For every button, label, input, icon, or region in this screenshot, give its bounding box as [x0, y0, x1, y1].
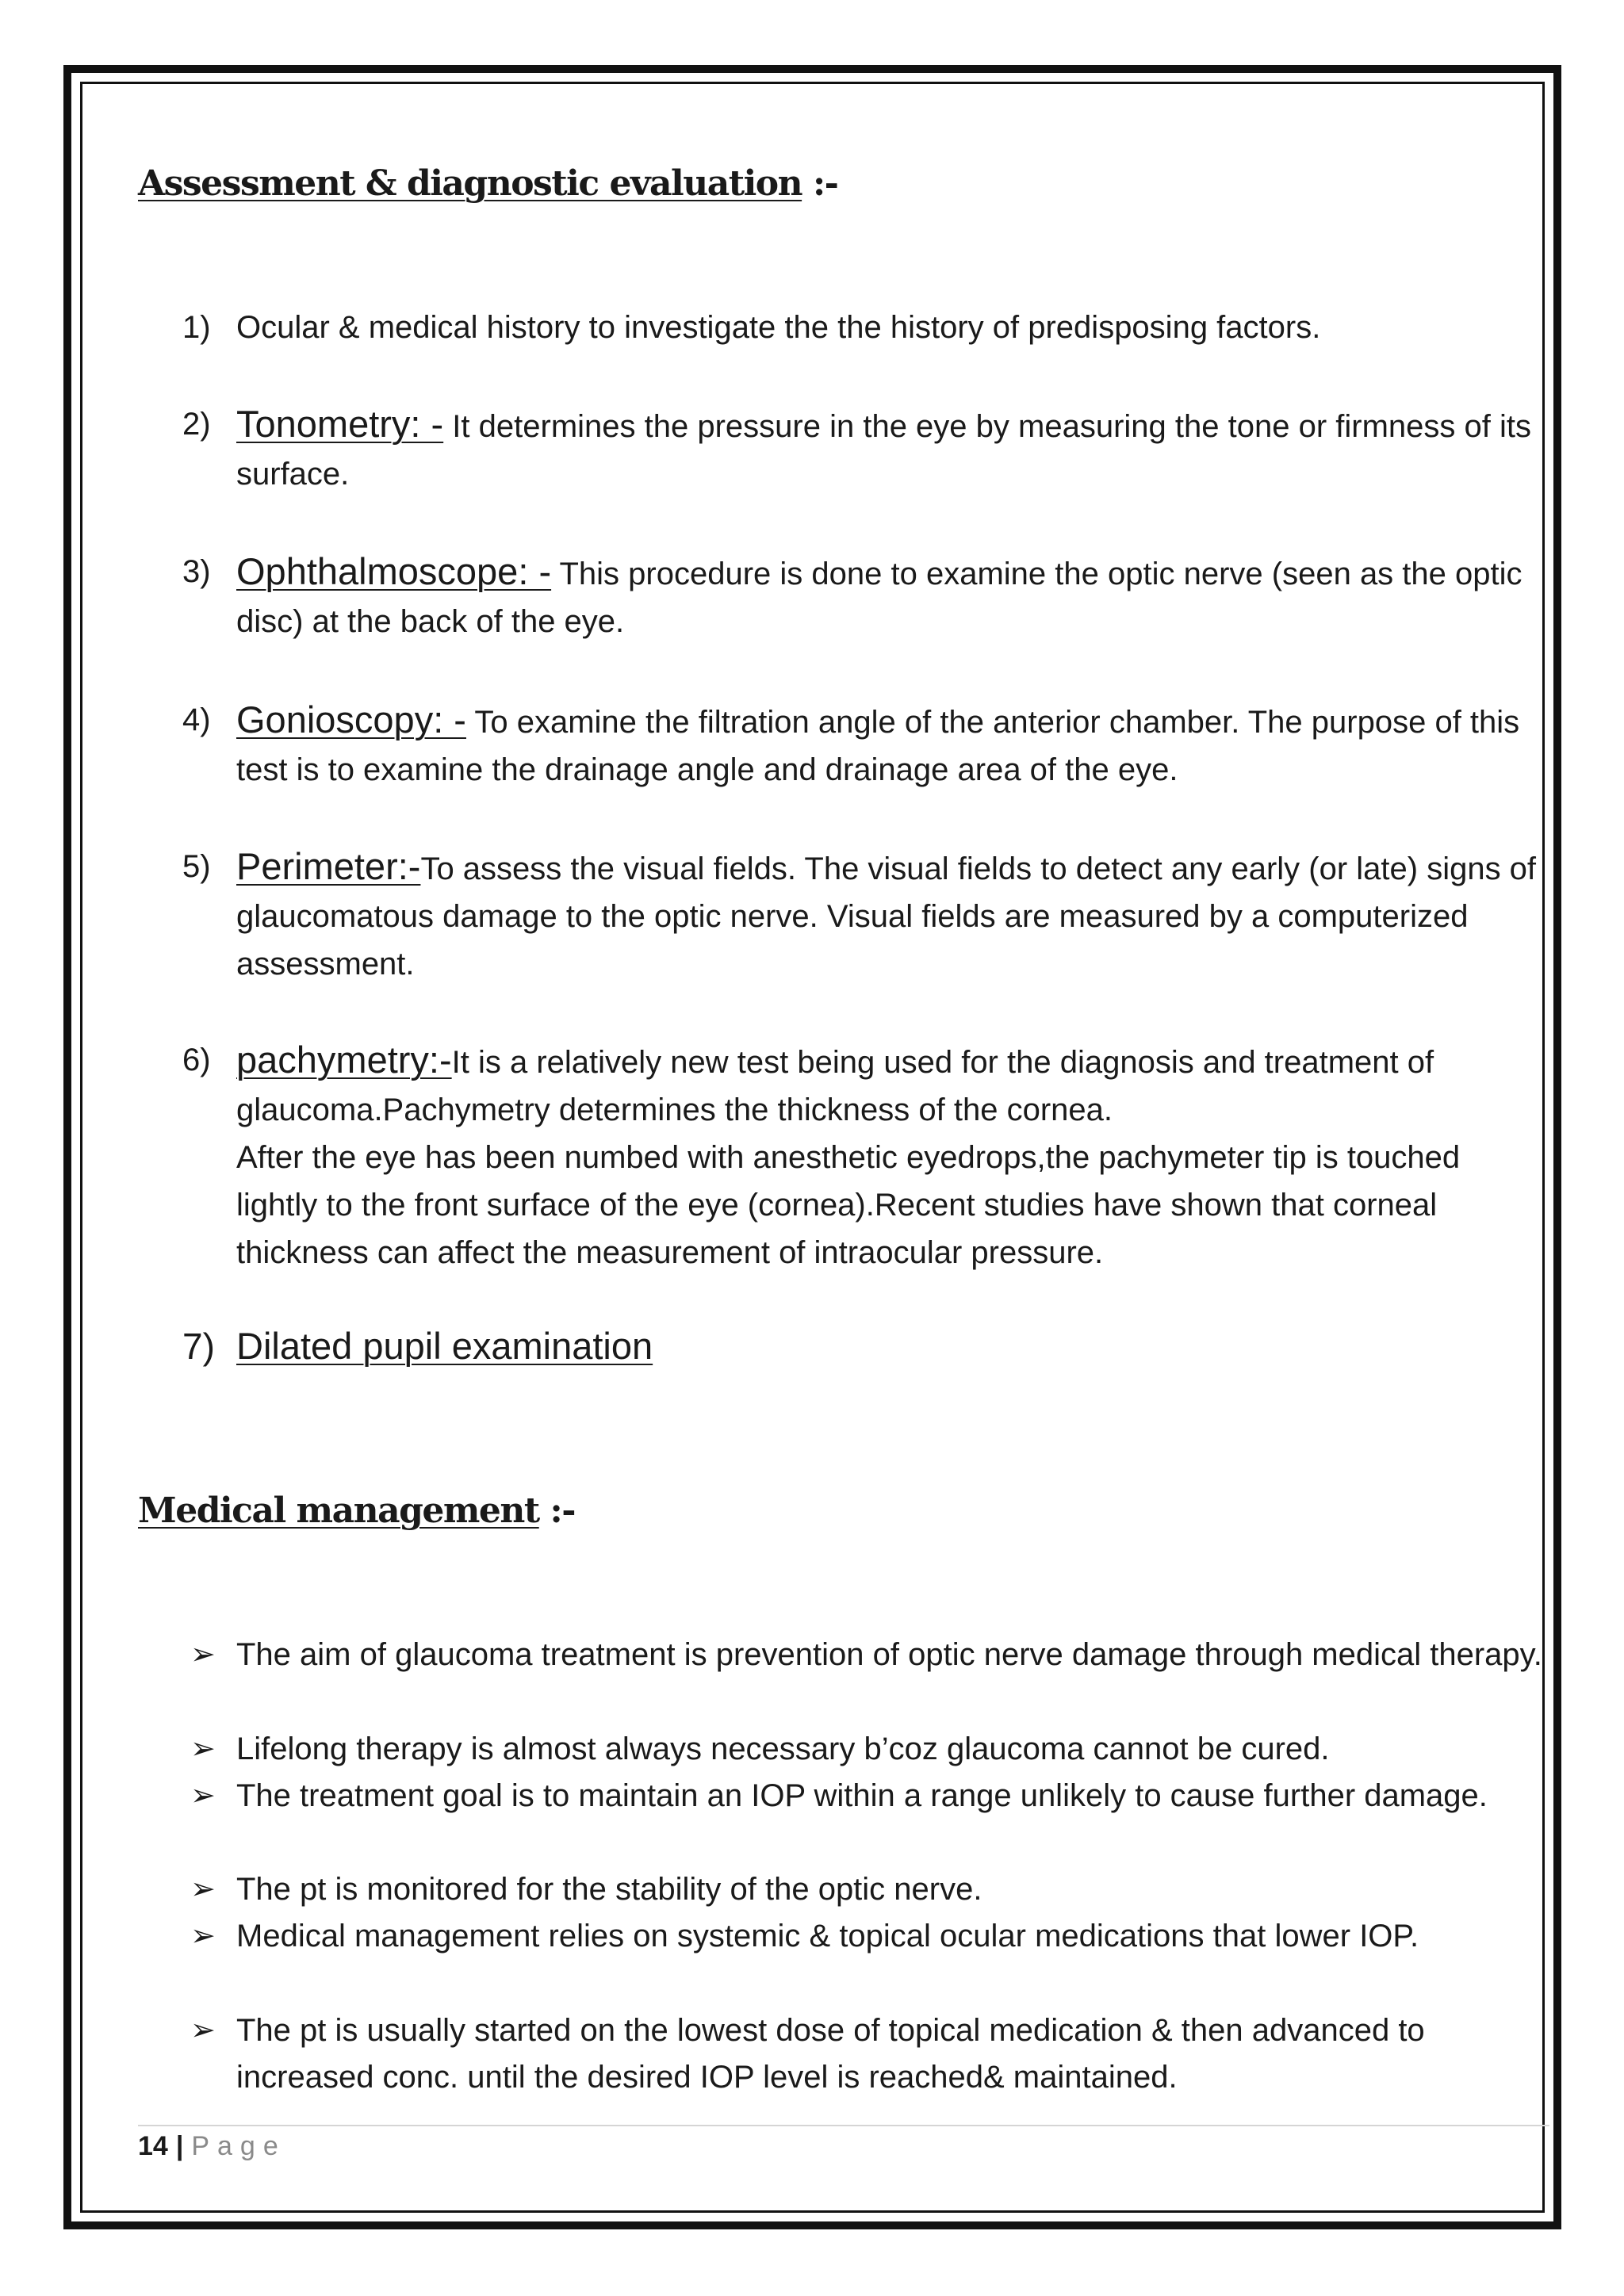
bullet-text: The pt is monitored for the stability of the optic nerve.	[236, 1872, 982, 1907]
item-number: 5)	[182, 849, 211, 884]
item-number: 6)	[182, 1043, 211, 1077]
list-item	[182, 304, 1546, 351]
item-term: Ophthalmoscope: -	[236, 550, 552, 592]
page-number: 14	[138, 2131, 168, 2161]
bullet-text: The aim of glaucoma treatment is prevention of optic nerve damage through medical therapy.	[236, 1637, 1542, 1672]
heading-suffix: :-	[538, 1490, 576, 1531]
heading-suffix: :-	[802, 163, 838, 204]
item-text: To assess the visual fields. The visual fields to detect any early (or late) signs of glaucomatous damage to the optic nerve. Visual fields are measured by a computerized assessment.	[236, 851, 1537, 982]
item-term: Perimeter:-	[236, 845, 421, 887]
page-label: Page	[191, 2131, 286, 2161]
item-number: 4)	[182, 702, 211, 737]
bullet-text: Medical management relies on systemic & topical ocular medications that lower IOP.	[236, 1919, 1419, 1954]
item-text: This procedure is done to examine the optic nerve (seen as the optic disc) at the back of the eye.	[236, 557, 1522, 639]
item-term: Gonioscopy: -	[236, 698, 466, 740]
item-number: 3)	[182, 554, 211, 589]
list-item	[190, 1726, 1546, 1773]
footer-separator: |	[175, 2131, 184, 2161]
list-item	[182, 1036, 1546, 1276]
arrow-right-icon: ➢	[190, 2014, 216, 2047]
item-text: It determines the pressure in the eye by measuring the tone or firmness of its surface.	[236, 409, 1531, 492]
arrow-right-icon: ➢	[190, 1779, 216, 1812]
list-item	[190, 2007, 1546, 2101]
section-heading-assessment	[138, 163, 837, 204]
list-item	[182, 548, 1546, 645]
bullet-text: The treatment goal is to maintain an IOP within a range unlikely to cause further damage.	[236, 1778, 1488, 1813]
list-item	[182, 843, 1546, 988]
heading-text: Assessment & diagnostic evaluation	[138, 163, 802, 204]
list-item	[190, 1773, 1546, 1820]
item-text: Ocular & medical history to investigate the the history of predisposing factors.	[236, 310, 1321, 345]
list-item	[190, 1632, 1546, 1678]
footer-divider	[138, 2125, 1549, 2126]
bullet-text: The pt is usually started on the lowest dose of topical medication & then advanced to increased conc. until the desired IOP level is reached& maintained.	[236, 2013, 1425, 2095]
item-term: Tonometry: -	[236, 403, 444, 445]
list-item	[190, 1866, 1546, 1913]
list-item	[182, 400, 1546, 498]
arrow-right-icon: ➢	[190, 1919, 216, 1953]
list-item	[190, 1913, 1546, 1960]
item-text-continued: After the eye has been numbed with anesthetic eyedrops,the pachymeter tip is touched lightly to the front surface of the eye (cornea).Recent studies have shown that corneal thickness can affect the measurement of intraocular pressure.	[236, 1140, 1461, 1270]
section-heading-medical	[138, 1490, 575, 1531]
list-item	[182, 696, 1546, 794]
heading-text: Medical management	[138, 1490, 539, 1531]
item-term: pachymetry:-	[236, 1039, 452, 1081]
item-number: 2)	[182, 407, 211, 442]
arrow-right-icon: ➢	[190, 1873, 216, 1906]
item-term: Dilated pupil examination	[236, 1325, 653, 1367]
arrow-right-icon: ➢	[190, 1732, 216, 1766]
item-number: 1)	[182, 310, 211, 345]
item-number: 7)	[182, 1326, 215, 1367]
item-text: To examine the filtration angle of the anterior chamber. The purpose of this test is to examine the drainage angle and drainage area of the eye.	[236, 705, 1520, 787]
arrow-right-icon: ➢	[190, 1638, 216, 1671]
item-text: It is a relatively new test being used for the diagnosis and treatment of glaucoma.Pachymetry determines the thickness of the cornea.	[236, 1045, 1434, 1127]
bullet-text: Lifelong therapy is almost always necessary b’coz glaucoma cannot be cured.	[236, 1732, 1330, 1766]
page-footer	[138, 2131, 286, 2162]
list-item	[182, 1322, 1546, 1372]
